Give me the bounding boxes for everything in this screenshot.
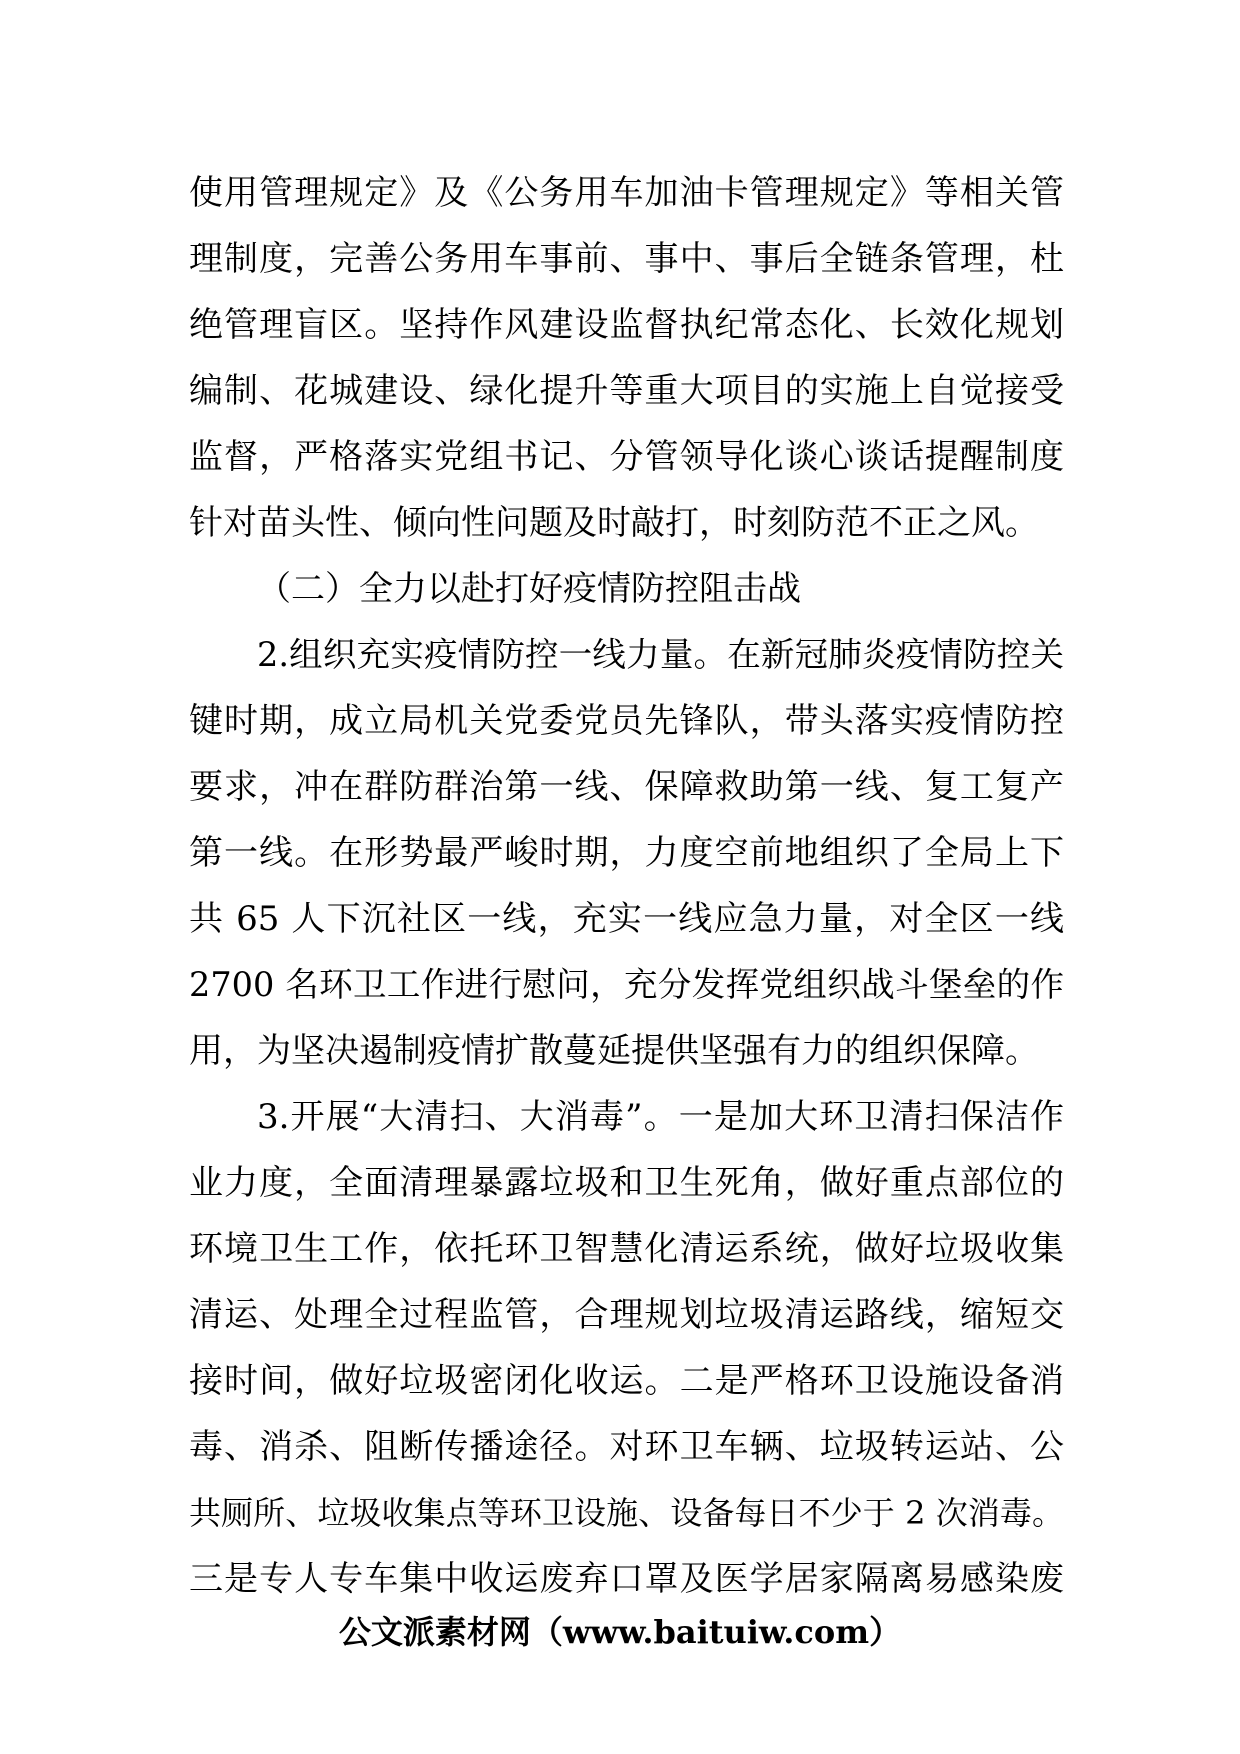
text-line: 用，为坚决遏制疫情扩散蔓延提供坚强有力的组织保障。 <box>189 1031 1039 1071</box>
text-line: 2700 名环卫工作进行慰问，充分发挥党组织战斗堡垒的作 <box>189 965 1064 1004</box>
text-line: 接时间，做好垃圾密闭化收运。二是严格环卫设施设备消 <box>189 1361 1064 1401</box>
text-line: 绝管理盲区。坚持作风建设监督执纪常态化、长效化规划 <box>189 305 1064 345</box>
text-line: 清运、处理全过程监管，合理规划垃圾清运路线，缩短交 <box>189 1295 1064 1335</box>
footer-watermark: 公文派素材网（www.baituiw.com） <box>338 1613 902 1651</box>
text-line: 第一线。在形势最严峻时期，力度空前地组织了全局上下 <box>189 833 1064 873</box>
text-line: 环境卫生工作，依托环卫智慧化清运系统，做好垃圾收集 <box>189 1229 1064 1269</box>
text-line: 理制度，完善公务用车事前、事中、事后全链条管理，杜 <box>189 239 1064 279</box>
text-line: 键时期，成立局机关党委党员先锋队，带头落实疫情防控 <box>189 701 1064 741</box>
body-text <box>189 160 1064 1612</box>
text-line: 监督，严格落实党组书记、分管领导化谈心谈话提醒制度 <box>189 437 1064 477</box>
text-line: 编制、花城建设、绿化提升等重大项目的实施上自觉接受 <box>189 371 1064 411</box>
text-line: 业力度，全面清理暴露垃圾和卫生死角，做好重点部位的 <box>189 1163 1064 1203</box>
text-line: 共 65 人下沉社区一线，充实一线应急力量，对全区一线 <box>189 899 1064 939</box>
paragraph-first-line: 3.开展“大清扫、大消毒”。一是加大环卫清扫保洁作 <box>257 1097 1064 1137</box>
section-heading: （二）全力以赴打好疫情防控阻击战 <box>257 569 801 609</box>
text-line: 使用管理规定》及《公务用车加油卡管理规定》等相关管 <box>189 173 1064 213</box>
text-line: 毒、消杀、阻断传播途径。对环卫车辆、垃圾转运站、公 <box>189 1427 1064 1467</box>
text-line: 针对苗头性、倾向性问题及时敲打，时刻防范不正之风。 <box>189 503 1039 543</box>
paragraph-first-line: 2.组织充实疫情防控一线力量。在新冠肺炎疫情防控关 <box>257 635 1064 674</box>
text-line: 共厕所、垃圾收集点等环卫设施、设备每日不少于 2 次消毒。 <box>189 1494 1064 1532</box>
text-line: 要求，冲在群防群治第一线、保障救助第一线、复工复产 <box>189 767 1064 807</box>
text-line: 三是专人专车集中收运废弃口罩及医学居家隔离易感染废 <box>189 1559 1064 1599</box>
